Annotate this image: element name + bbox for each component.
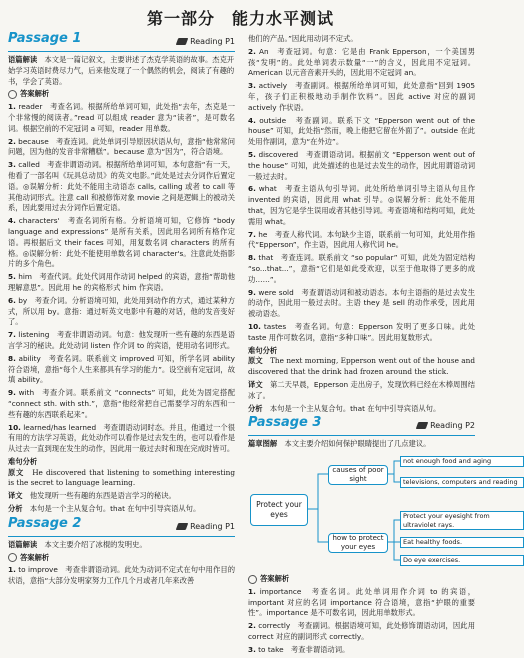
left-column: [8, 31, 235, 589]
answer-item: [248, 288, 475, 320]
mind-map-center: Protect your eyes: [250, 494, 308, 526]
mind-map-leaf: Eat healthy foods.: [400, 537, 524, 548]
answer-item: [248, 621, 475, 643]
answer-text: reader 考查名词。根据所给单词可知，此处指“去年，杰克是一个非常慢的阅读者。”read 可以组成 reader 意为“读者”，是可数名词。根据空前的不定冠词 a 可知，reader 用单数。: [8, 102, 235, 133]
answer-text: him 考查代词。此处代词用作动词 helped 的宾语，意指“帮助他理解意思”。因此用 he 的宾格形式 him 作宾语。: [8, 272, 235, 292]
mind-map-leaf: Do eye exercises.: [400, 555, 524, 566]
answer-item: [248, 230, 475, 252]
passage3-reference: Reading P2: [417, 421, 475, 432]
page-title: 第一部分 能力水平测试: [146, 9, 334, 28]
passage1-difficult-heading: 难句分析: [8, 456, 38, 466]
circle-icon: [8, 553, 17, 562]
passage1-original: 原文 He discovered that listening to something interesting is the secret to language learning.: [8, 467, 235, 488]
answer-item: [248, 587, 475, 619]
answer-text: tastes 考查名词。句意：Epperson 发明了更多口味。此处 taste 用作可数名词，意指“多种口味”。因此用复数形式。: [248, 321, 475, 342]
answer-item: [248, 34, 475, 45]
answer-number: 9.: [8, 388, 16, 398]
answer-text: what 考查主语从句引导词。此处所给单词引导主语从句且作 invented 的宾语，因此用 what 引导。◎误解分析：此处不能用 that，因为它是学生误用或者其他引导词。考查语境和结构可知，此处需用 what。: [248, 184, 475, 226]
answer-number: 4.: [248, 115, 256, 125]
passage1-answers: [8, 102, 235, 455]
answer-item: [248, 184, 475, 227]
answer-text: with 考查介词。联系前文 “connects” 可知，此处为固定搭配 “connect sth. with sth.”，意指“他经常把自己需要学习的东西和一些有趣的东西联系起来”。: [8, 388, 235, 419]
passage1-header: [8, 31, 235, 52]
passage2-original: 原文 The next morning, Epperson went out of the house and discovered that the drink had frozen around the stick.: [248, 356, 476, 377]
answer-item: [248, 47, 475, 79]
answer-text: characters' 考查名词所有格。分析语境可知，它修饰 “body language and expressions” 是所有关系，因此用名词所有格作定语。再根据后文 their faces 可知，用复数名词 characters 的所有格。◎误解分析：此处不能使用单数名词 character's。注意此处指影片的多个角色。: [8, 216, 235, 269]
answer-text: correctly 考查副词。根据语境可知，此处修饰谓语动词，因此用 correct 对应的副词形式 correctly。: [248, 621, 475, 642]
answer-item: [248, 150, 475, 182]
answer-text: because 考查连词。此处单词引导原因状语从句，意指“他常常问问题，因为他的发音非常糟糕”。because 意为“因为”，符合语境。: [8, 136, 235, 157]
answer-number: 8.: [8, 353, 16, 363]
answer-item: [8, 388, 235, 420]
answer-number: 3.: [248, 644, 256, 654]
mind-map-leaf: Protect your eyesight from ultraviolet rays.: [400, 511, 524, 530]
answer-text: actively 考查副词。根据所给单词可知，此处意指“回到 1905 年，孩子们正积极地动手制作饮料”。因此 active 对应的副词 actively 作状语。: [248, 81, 475, 112]
answer-item: [8, 216, 235, 270]
passage2-reference: Reading P1: [177, 522, 235, 533]
passage1-translation: 译文 他发现听一些有趣的东西是语言学习的秘诀。: [8, 491, 176, 501]
mind-map-causes: causes of poor sight: [328, 465, 388, 485]
answer-item: [8, 272, 235, 294]
answer-number: 7.: [8, 330, 16, 340]
answer-item: [8, 137, 235, 159]
answer-number: 5.: [248, 149, 256, 159]
circle-icon: [8, 90, 17, 99]
passage2-answers-continued: [248, 34, 475, 344]
answer-number: 7.: [248, 229, 256, 239]
passage3-answers: [248, 587, 475, 656]
answer-text: 他们的产品。”因此用动词不定式。: [248, 34, 358, 43]
answer-number: 1.: [8, 565, 16, 575]
answer-text: by 考查介词。分析语境可知，此处用到动作的方式，通过某种方式，所以用 by。意指：通过听英文电影中有趣的对话，他的发音变好了。: [8, 295, 235, 327]
answer-item: [8, 423, 235, 455]
answer-number: 4.: [8, 216, 16, 226]
answer-text: to improve 考查非谓语动词。此处为动词不定式在句中用作目的状语，意指“大部分发明家努力工作几个月或者几年来改善: [8, 565, 235, 586]
passage2-translation: 译文 第二天早晨，Epperson 走出房子，发现饮料已经在木棒周围结冰了。: [248, 379, 476, 400]
answer-item: [8, 565, 235, 587]
passage2-header: [8, 515, 235, 537]
passage3-answer-heading: 答案解析: [248, 574, 475, 585]
answer-number: 2.: [248, 46, 256, 56]
passage3-header: [248, 415, 475, 436]
circle-icon: [248, 575, 257, 584]
mind-map-leaf: televisions, computers and reading: [400, 477, 524, 488]
answer-number: 5.: [8, 272, 16, 282]
book-icon: [176, 38, 189, 45]
answer-item: [8, 354, 235, 386]
answer-text: learned/has learned 考查谓语动词时态。并且，他通过一个很有用的方法学习英语，此处动作可以看作是过去发生的，也可以看作是从过去一直到现在发生的动作，因此用一般过去时和现在完成时皆可。: [8, 422, 235, 454]
answer-text: importance 考查名词。此处单词用作介词 to 的宾语，important 对应的名词 importance 符合语境，意指“护眼的重要性”。importance 是不可数名词，因此用单数形式。: [248, 586, 475, 618]
answer-number: 2.: [8, 136, 16, 146]
passage2-answer-heading: 答案解析: [8, 553, 235, 564]
answer-number: 3.: [248, 81, 256, 91]
book-icon: [416, 422, 429, 429]
answer-item: [248, 81, 475, 113]
passage1-title: Passage 1: [8, 31, 82, 46]
answer-number: 9.: [248, 287, 256, 297]
right-column: [248, 34, 518, 658]
answer-number: 10.: [248, 321, 261, 331]
answer-number: 2.: [248, 621, 256, 631]
answer-item: [248, 116, 475, 148]
answer-number: 3.: [8, 160, 16, 170]
mind-map: [248, 454, 518, 570]
passage3-title: Passage 3: [248, 415, 322, 431]
answer-item: [8, 160, 235, 214]
answer-text: ability 考查名词。联系前文 improved 可知，所学名词 ability 符合语境，意指“每个人生来都具有学习的能力”。设空前有定冠词，故填 ability。: [8, 353, 235, 385]
answer-text: discovered 考查谓语动词。根据前文 “Epperson went out of the house” 可知，此处描述的也是过去发生的动作，因此用谓语动词一般过去时。: [248, 149, 475, 181]
passage1-reference: Reading P1: [177, 37, 235, 48]
answer-number: 6.: [248, 184, 256, 194]
answer-text: to take 考查非谓语动词。: [255, 644, 350, 654]
answer-text: outside 考查副词。联系下文 “Epperson went out of the house” 可知，此处指“然而，晚上他把它留在外面了”。outside 在此处用作副词，意为“在外边”。: [248, 115, 475, 147]
answer-text: were sold 考查谓语动词和被动语态。本句主语指的是过去发生的动作，因此用一般过去时。主语 they 是 sell 的动作承受，因此用被动语态。: [248, 287, 475, 319]
passage1-intro: 语篇解读 本文是一篇记叙文，主要讲述了杰克学英语的故事。杰克开始学习英语时费尽力气，后来他发现了一个偶然的机会，阅读了有趣的书，学会了英语。: [8, 55, 235, 86]
passage3-intro: 篇章图解 本文主要介绍如何保护眼睛提出了几点建议。: [248, 439, 431, 449]
passage2-difficult-heading: 难句分析: [248, 345, 278, 355]
passage1-analysis: 分析 本句是一个主从复合句。that 在句中引导宾语从句。: [8, 504, 201, 514]
passage1-answer-heading: 答案解析: [8, 89, 235, 100]
answer-number: 10.: [8, 422, 21, 432]
answer-item: [248, 322, 475, 344]
answer-item: [248, 645, 475, 656]
answer-item: [248, 253, 475, 285]
answer-item: [8, 296, 235, 328]
answer-item: [8, 330, 235, 352]
answer-item: [8, 102, 235, 134]
answer-number: 8.: [248, 253, 256, 263]
answer-text: called 考查非谓语动词。根据所给单词可知，本句意指“有一天，他看了一部名叫《玩具总动员》的英文电影。”此处是过去分词作后置定语。◎误解分析：此处不能用主动语态 calls, calling 或者 to call 等其他动词形式。注意 call 和被修饰对象 movie 之间是逻辑上的被动关系，因此要用过去分词作后置定语。: [8, 160, 235, 213]
answer-text: An 考查冠词。句意：它是由 Frank Epperson，一个美国男孩“发明”的。此处单词表示数量“一”的含义，因此用不定冠词。American 以元音音素开头的，因此用不定冠词 an。: [248, 46, 475, 78]
mind-map-leaf: not enough food and aging: [400, 456, 524, 467]
passage2-analysis: 分析 本句是一个主从复合句。that 在句中引导宾语从句。: [248, 403, 441, 413]
answer-text: listening 考查非谓语动词。句意：他发现听一些有趣的东西是语言学习的秘诀。此处动词 listen 作介词 to 的宾语，使用动名词形式。: [8, 330, 235, 350]
answer-text: that 考查连词。联系前文 “so popular” 可知，此处为固定结构 “so...that...”，意指“它们是如此受欢迎，以至于他取得了更多的成功……”。: [248, 253, 475, 284]
answer-text: he 考查人称代词。本句缺少主语，联系前一句可知，此处用作指代“Epperson”，作主语，因此用人称代词 he。: [248, 229, 475, 250]
passage2-answers: [8, 565, 235, 587]
passage2-title: Passage 2: [8, 515, 82, 531]
mind-map-protect: how to protect your eyes: [328, 533, 388, 553]
book-icon: [176, 523, 189, 530]
answer-number: 6.: [8, 295, 16, 305]
answer-number: 1.: [8, 102, 16, 112]
answer-number: 1.: [248, 586, 256, 596]
passage2-intro: 语篇解读 本文主要介绍了冰棍的发明史。: [8, 539, 147, 549]
